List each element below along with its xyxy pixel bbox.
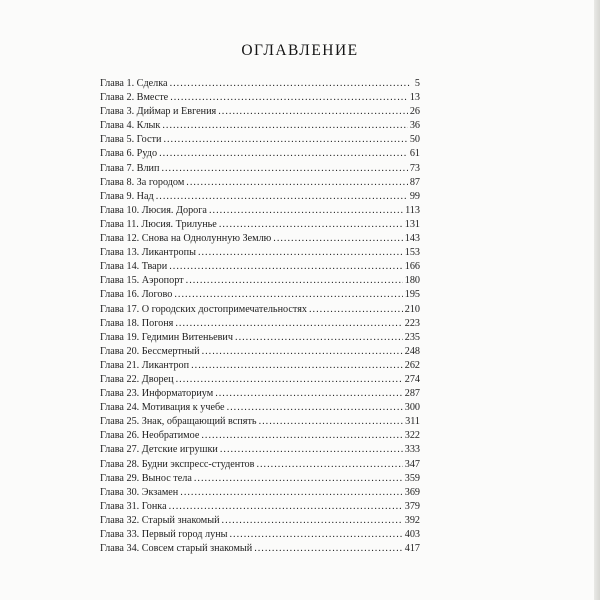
toc-entry-page-number: 417 [404, 543, 420, 555]
dot-leader [198, 246, 403, 260]
toc-entry-page-number: 26 [409, 106, 420, 118]
toc-entry-page-number: 210 [404, 303, 420, 315]
toc-entry-page-number: 166 [404, 261, 420, 273]
toc-entry [100, 162, 420, 176]
toc-entry-page-number: 287 [404, 388, 420, 400]
toc-entry-label: Глава 25. Знак, обращающий вспять [100, 416, 257, 428]
toc-entry-label: Глава 5. Гости [100, 134, 162, 146]
toc-entry [100, 514, 420, 528]
page-edge [594, 0, 600, 600]
toc-entry [100, 443, 420, 457]
toc-entry-label: Глава 33. Первый город луны [100, 529, 228, 540]
toc-entry-page-number: 5 [414, 78, 420, 89]
toc-entry [100, 542, 420, 556]
toc-entry-page-number: 235 [404, 331, 420, 343]
toc-entry-label: Глава 7. Влип [100, 162, 160, 174]
toc-entry [100, 288, 420, 302]
toc-entry [100, 218, 420, 232]
toc-entry-page-number: 369 [404, 486, 420, 498]
toc-entry [100, 176, 420, 190]
toc-entry-label: Глава 3. Диймар и Евгения [100, 106, 217, 118]
toc-entry-label: Глава 20. Бессмертный [100, 345, 200, 357]
toc-entry-page-number: 333 [404, 444, 420, 456]
toc-entry [100, 246, 420, 260]
toc-entry-page-number: 113 [405, 204, 420, 216]
dot-leader [259, 415, 404, 429]
toc-entry-label: Глава 19. Гедимин Витеньевич [100, 331, 234, 343]
toc-entry [100, 387, 420, 401]
toc-entry [100, 190, 420, 204]
toc-entry [100, 119, 420, 133]
toc-entry-page-number: 392 [404, 514, 420, 526]
toc-entry-page-number: 223 [404, 317, 420, 329]
dot-leader [159, 147, 408, 161]
toc-entry-page-number: 347 [404, 458, 420, 470]
toc-entry-label: Глава 15. Аэропорт [100, 275, 184, 287]
dot-leader [191, 359, 403, 373]
toc-entry-label: Глава 10. Люсия. Дорога [100, 204, 207, 216]
toc-entry-label: Глава 32. Старый знакомый [100, 514, 220, 526]
toc-entry-label: Глава 22. Дворец [100, 373, 174, 385]
toc-entry [100, 274, 420, 288]
dot-leader [230, 528, 403, 542]
toc-entry [100, 204, 420, 218]
toc-entry-label: Глава 8. За городом [100, 176, 185, 188]
dot-leader [273, 232, 402, 246]
toc-entry-page-number: 248 [404, 345, 420, 357]
toc-entry-page-number: 274 [404, 373, 420, 385]
toc-entry-page-number: 50 [409, 134, 420, 146]
dot-leader [156, 190, 408, 204]
toc-entry-label: Глава 29. Вынос тела [100, 472, 192, 484]
table-of-contents [100, 77, 420, 556]
toc-entry-label: Глава 4. Клык [100, 120, 161, 132]
toc-entry-page-number: 300 [404, 402, 420, 414]
toc-entry-page-number: 379 [404, 500, 420, 512]
dot-leader [220, 443, 403, 457]
page-title: ОГЛАВЛЕНИЕ [241, 42, 359, 59]
toc-entry-label: Глава 9. Над [100, 190, 154, 202]
toc-entry-label: Глава 14. Твари [100, 261, 168, 273]
dot-leader [170, 91, 408, 105]
toc-entry [100, 105, 420, 119]
dot-leader [169, 260, 403, 274]
toc-entry-page-number: 403 [404, 529, 420, 540]
dot-leader [202, 345, 403, 359]
toc-entry-label: Глава 30. Экзамен [100, 486, 179, 498]
toc-entry [100, 260, 420, 274]
toc-entry-label: Глава 31. Гонка [100, 500, 167, 512]
dot-leader [176, 373, 403, 387]
toc-entry-page-number: 73 [409, 162, 420, 174]
toc-entry [100, 147, 420, 161]
toc-entry [100, 373, 420, 387]
toc-entry-label: Глава 18. Погоня [100, 317, 174, 329]
toc-entry-label: Глава 24. Мотивация к учебе [100, 402, 225, 414]
toc-entry [100, 303, 420, 317]
toc-entry-page-number: 180 [404, 275, 420, 287]
toc-entry [100, 415, 420, 429]
toc-entry-page-number: 131 [404, 218, 420, 230]
toc-entry-page-number: 359 [404, 472, 420, 484]
toc-entry-page-number: 13 [409, 92, 420, 104]
toc-entry [100, 77, 420, 91]
dot-leader [186, 176, 408, 190]
dot-leader [163, 133, 407, 147]
dot-leader [161, 162, 407, 176]
dot-leader [227, 401, 403, 415]
dot-leader [256, 458, 402, 472]
dot-leader [209, 204, 403, 218]
dot-leader [186, 274, 403, 288]
dot-leader [218, 105, 408, 119]
toc-entry [100, 345, 420, 359]
toc-entry-label: Глава 26. Необратимое [100, 430, 200, 442]
dot-leader [254, 542, 403, 556]
toc-entry [100, 133, 420, 147]
toc-entry [100, 331, 420, 345]
dot-leader [215, 387, 403, 401]
toc-entry-label: Глава 13. Ликантропы [100, 247, 196, 259]
toc-entry-page-number: 153 [404, 247, 420, 259]
dot-leader [180, 486, 402, 500]
toc-entry-label: Глава 27. Детские игрушки [100, 444, 218, 456]
toc-entry-page-number: 36 [409, 120, 420, 132]
toc-entry [100, 458, 420, 472]
toc-entry-label: Глава 17. О городских достопримечательностях [100, 303, 307, 315]
toc-entry [100, 429, 420, 443]
toc-entry [100, 500, 420, 514]
dot-leader [201, 429, 402, 443]
toc-entry-page-number: 311 [405, 416, 420, 428]
toc-entry-label: Глава 34. Совсем старый знакомый [100, 543, 253, 555]
toc-entry [100, 401, 420, 415]
toc-entry-page-number: 61 [409, 148, 420, 160]
toc-entry-page-number: 322 [404, 430, 420, 442]
toc-entry [100, 359, 420, 373]
toc-entry-label: Глава 2. Вместе [100, 92, 169, 104]
toc-entry [100, 232, 420, 246]
dot-leader [194, 472, 403, 486]
toc-entry [100, 317, 420, 331]
dot-leader [235, 331, 403, 345]
toc-entry-label: Глава 1. Сделка [100, 78, 168, 89]
toc-entry-label: Глава 23. Информаториум [100, 388, 214, 400]
dot-leader [309, 303, 403, 317]
toc-entry-page-number: 99 [409, 190, 420, 202]
toc-entry-page-number: 195 [404, 289, 420, 301]
toc-entry-label: Глава 11. Люсия. Трилунье [100, 218, 217, 230]
toc-entry [100, 528, 420, 542]
dot-leader [219, 218, 403, 232]
toc-entry-label: Глава 16. Логово [100, 289, 173, 301]
toc-entry-page-number: 87 [409, 176, 420, 188]
dot-leader [175, 317, 402, 331]
toc-entry [100, 486, 420, 500]
toc-entry-label: Глава 21. Ликантроп [100, 359, 190, 371]
toc-entry-label: Глава 12. Снова на Однолунную Землю [100, 233, 272, 245]
toc-entry-page-number: 262 [404, 359, 420, 371]
dot-leader [222, 514, 403, 528]
toc-entry-label: Глава 6. Рудо [100, 148, 158, 160]
dot-leader [162, 119, 407, 133]
dot-leader [169, 500, 403, 514]
toc-entry-page-number: 143 [404, 233, 420, 245]
dot-leader [170, 77, 410, 91]
toc-entry [100, 472, 420, 486]
dot-leader [174, 288, 402, 302]
toc-entry-label: Глава 28. Будни экспресс-студентов [100, 458, 255, 470]
toc-entry [100, 91, 420, 105]
